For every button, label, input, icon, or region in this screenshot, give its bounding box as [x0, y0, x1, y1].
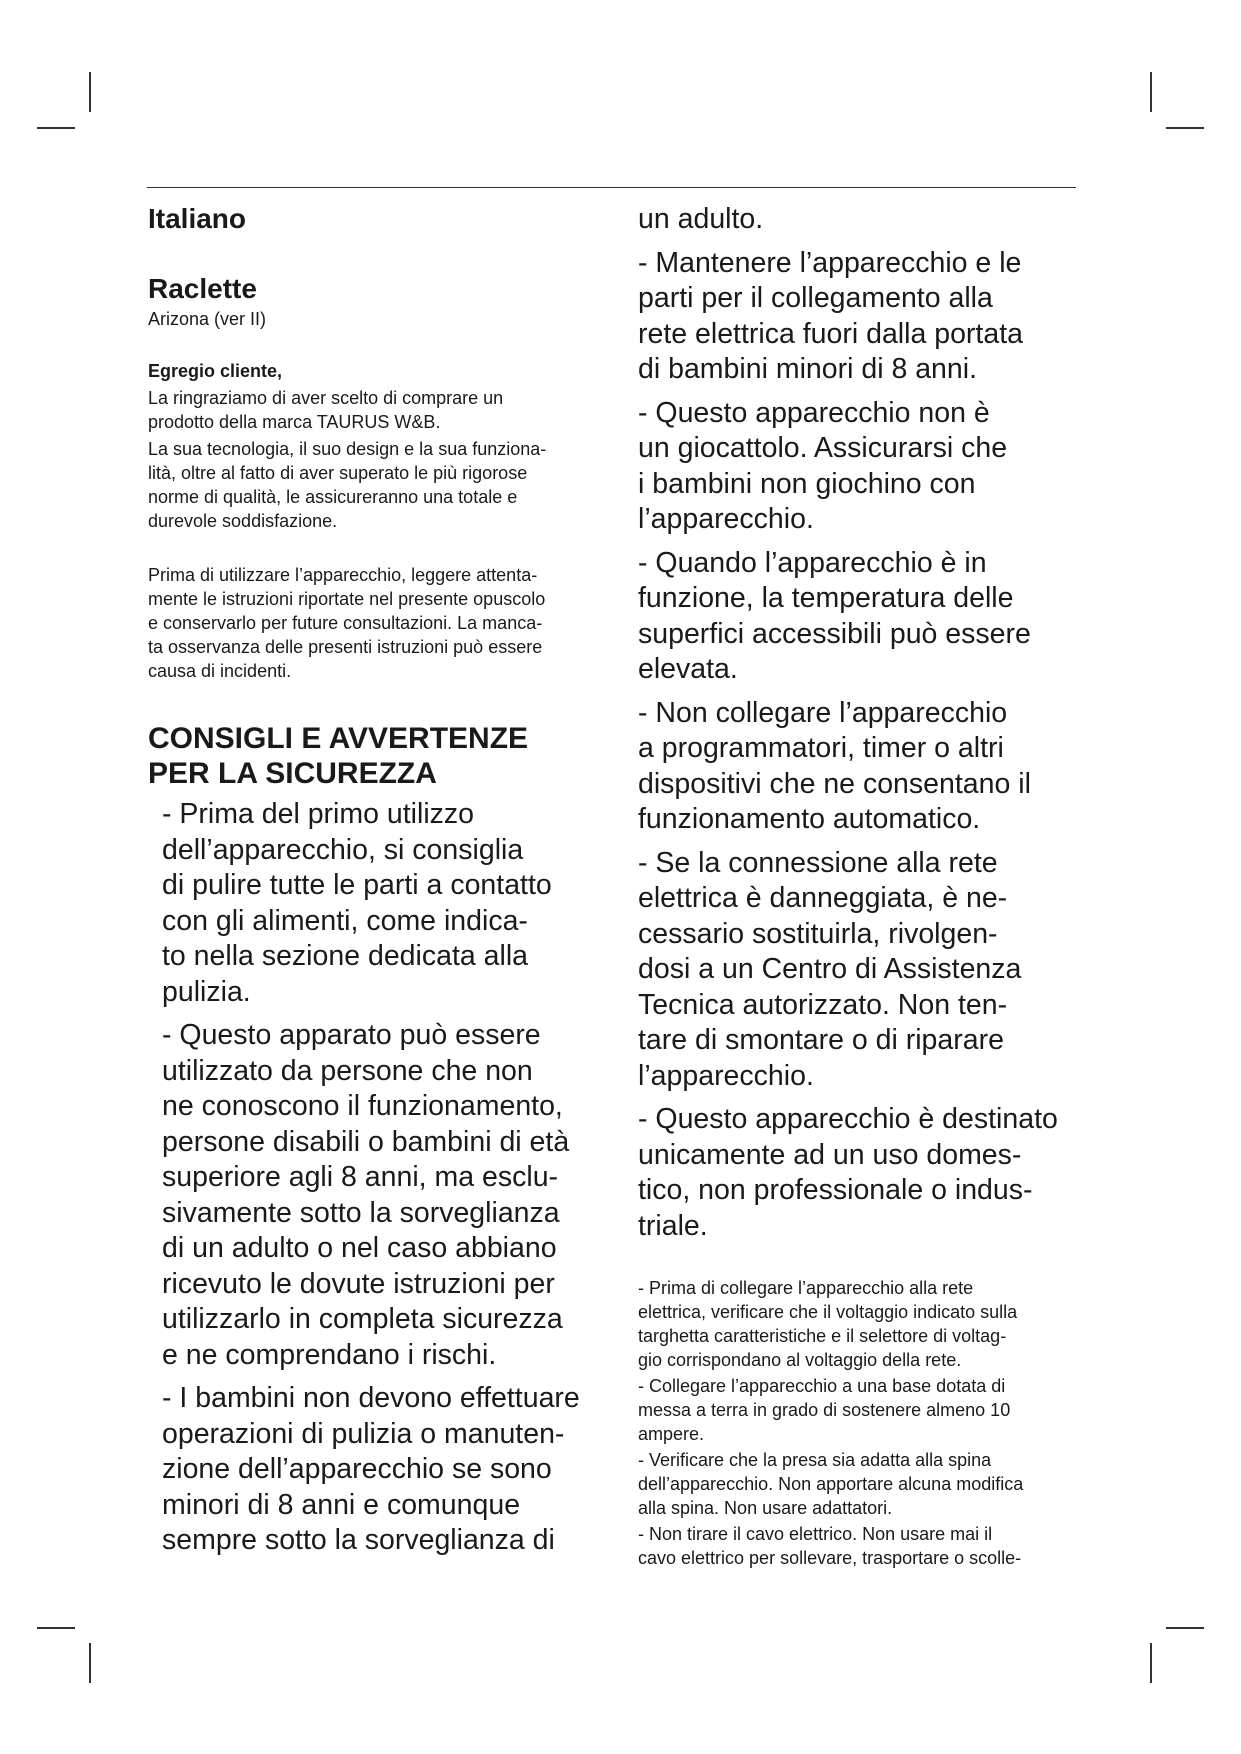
right-column [638, 202, 1118, 1572]
safety-small-item: - Non tirare il cavo elettrico. Non usare mai il cavo elettrico per sollevare, trasportare o scolle- [638, 1524, 1022, 1568]
safety-item: - Questo apparecchio non è un giocattolo. Assicurarsi che i bambini non giochino con l’apparecchio. [638, 396, 1008, 535]
left-column [148, 202, 618, 1567]
safety-item: - Mantenere l’apparecchio e le parti per il collegamento alla rete elettrica fuori dalla portata di bambini minori di 8 anni. [638, 246, 1023, 385]
header-rule [147, 187, 1076, 188]
intro-paragraph: La sua tecnologia, il suo design e la sua funziona- lità, oltre al fatto di aver superato le più rigorose norme di qualità, le assicureranno una totale e durevole soddisfazione. [148, 439, 547, 531]
safety-item: un adulto. [638, 203, 764, 235]
safety-list-small [638, 1276, 1118, 1570]
crop-mark-top-right-horizontal [1166, 127, 1204, 129]
crop-mark-top-right-vertical [1150, 72, 1152, 112]
safety-item: - Se la connessione alla rete elettrica è danneggiata, è ne- cessario sostituirla, rivolgen- dosi a un Centro di Assistenza Tecnica autorizzato. Non ten- tare di smontare o di riparare l’apparecchio. [638, 846, 1022, 1092]
crop-mark-bottom-left-horizontal [37, 1627, 75, 1629]
safety-item: - Quando l’apparecchio è in funzione, la temperatura delle superfici accessibili può essere elevata. [638, 546, 1031, 685]
safety-list-left [148, 797, 618, 1559]
language-heading: Italiano [148, 203, 247, 234]
product-model: Arizona (ver II) [148, 309, 267, 329]
intro-warning: Prima di utilizzare l’apparecchio, leggere attenta- mente le istruzioni riportate nel presente opuscolo e conservarlo per future consultazioni. La manca- ta osservanza delle presenti istruzioni può essere causa di incidenti. [148, 565, 546, 681]
crop-mark-bottom-left-vertical [89, 1643, 91, 1683]
safety-small-item: - Collegare l’apparecchio a una base dotata di messa a terra in grado di sostenere almeno 10 ampere. [638, 1376, 1011, 1444]
safety-small-item: - Prima di collegare l’apparecchio alla rete elettrica, verificare che il voltaggio indicato sulla targhetta caratteristiche e il selettore di voltag- gio corrispondano al voltaggio della rete. [638, 1278, 1018, 1370]
crop-mark-bottom-right-horizontal [1166, 1627, 1204, 1629]
safety-item: - Non collegare l’apparecchio a programmatori, timer o altri dispositivi che ne consentano il funzionamento automatico. [638, 696, 1031, 835]
safety-heading: CONSIGLI E AVVERTENZE PER LA SICUREZZA [148, 722, 529, 790]
safety-item: - Prima del primo utilizzo dell’apparecchio, si consiglia di pulire tutte le parti a contatto con gli alimenti, come indica- to nella sezione dedicata alla pulizia. [162, 798, 552, 1008]
safety-small-item: - Verificare che la presa sia adatta alla spina dell’apparecchio. Non apportare alcuna modifica alla spina. Non usare adattatori. [638, 1450, 1024, 1518]
product-title: Raclette [148, 273, 257, 304]
crop-mark-top-left-vertical [89, 72, 91, 112]
safety-list-right [638, 202, 1118, 1244]
crop-mark-bottom-right-vertical [1150, 1643, 1152, 1683]
crop-mark-top-left-horizontal [37, 127, 75, 129]
safety-item: - I bambini non devono effettuare operazioni di pulizia o manuten- zione dell’apparecchio se sono minori di 8 anni e comunque sempre sotto la sorveglianza di [162, 1382, 580, 1556]
salutation: Egregio cliente, [148, 361, 283, 381]
intro-paragraph: La ringraziamo di aver scelto di comprare un prodotto della marca TAURUS W&B. [148, 388, 504, 432]
safety-item: - Questo apparato può essere utilizzato da persone che non ne conoscono il funzionamento, persone disabili o bambini di età superiore agli 8 anni, ma esclu- sivamente sotto la sorveglianza di un adulto o nel caso abbiano ricevuto le dovute istruzioni per utilizzarlo in completa sicurezza e ne comprendano i rischi. [162, 1019, 570, 1371]
safety-item: - Questo apparecchio è destinato unicamente ad un uso domes- tico, non professionale o indus- triale. [638, 1103, 1058, 1242]
